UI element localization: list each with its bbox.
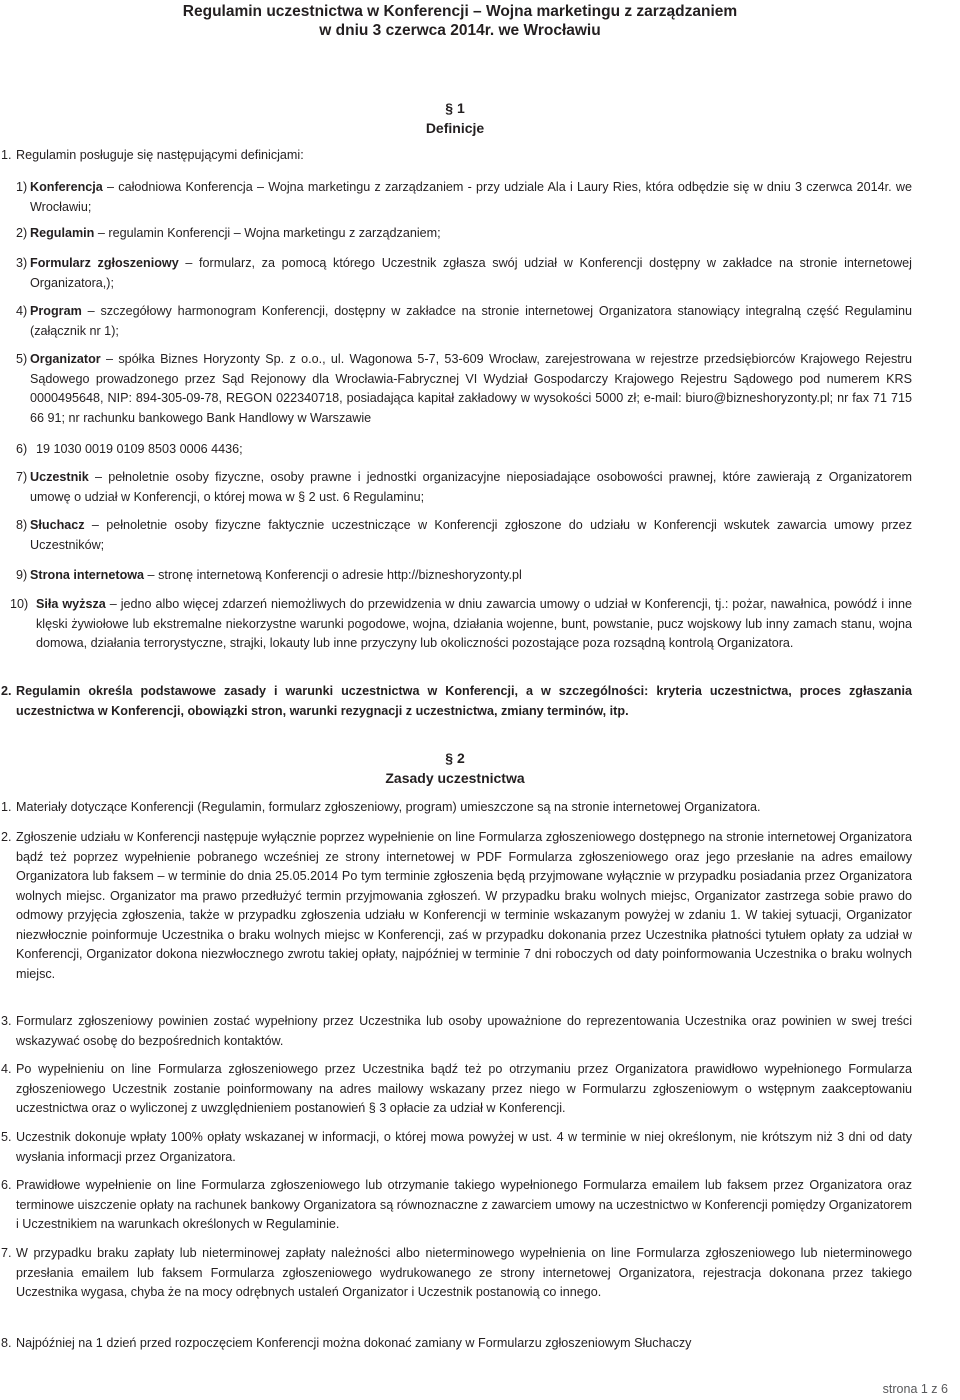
item-2-text: Regulamin określa podstawowe zasady i warunki uczestnictwa w Konferencji, a w szczególności: kryteria uczestnictwa, proces zgłaszania uczestnictwa w Konferencji, obowiązki stron, warunki rezygnacji z uczestnictwa, zmiany terminów, itp. (16, 684, 912, 718)
item-1-intro: Regulamin posługuje się następującymi definicjami: (16, 148, 304, 162)
section-1-heading: Definicje (425, 120, 485, 136)
definition-number: 3) (16, 256, 28, 270)
definition-term: Konferencja (30, 180, 103, 194)
definition-number: 9) (16, 568, 28, 582)
definition-organizator (30, 350, 912, 428)
rule-8: Najpóźniej na 1 dzień przed rozpoczęciem Konferencji można dokonać zamiany w Formularzu zgłoszeniowym Słuchaczy (16, 1336, 692, 1350)
definition-number: 8) (16, 518, 28, 532)
section-1-mark: § 1 (445, 100, 465, 116)
rule-2: Zgłoszenie udziału w Konferencji następuje wyłącznie poprzez wypełnienie on line Formularza zgłoszeniowego dostępnego na stronie internetowej Organizatora bądź też poprzez wypełnienie pobranego wcześniej ze strony internetowej w PDF Formularza zgłoszeniowego oraz jego przesłanie na adres emailowy Organizatora lub faksem – w terminie do dnia 25.05.2014 Po tym terminie zgłoszenia będą przyjmowane wyłącznie w przypadku posiadania przez Organizatora wolnych miejsc. Organizator ma prawo przedłużyć termin przyjmowania zgłoszeń. W przypadku braku wolnych miejsc, Organizator zastrzega sobie prawo do odmowy przyjęcia zgłoszenia, także w przypadku zgłoszenia udziału w Konferencji w terminie wskazanym powyżej w zdaniu 1. W takiej sytuacji, Organizator niezwłocznie poinformuje Uczestnika o braku wolnych miejsc w Konferencji, zaś w przypadku dokonania przez Uczestnika płatności tytułem opłaty za udział w Konferencji, Organizator dokona niezwłocznego zwrotu takiej opłaty, najpóźniej w terminie 7 dni roboczych od daty poinformowania Uczestnika o braku wolnych miejsc. (16, 830, 912, 981)
definition-text: 19 1030 0019 0109 8503 0006 4436; (36, 442, 243, 456)
rule-4: Po wypełnieniu on line Formularza zgłoszeniowego przez Uczestnika bądź też po otrzymaniu przez Organizatora prawidłowo wypełnionego Formularza zgłoszeniowego Uczestnik zostanie poinformowany na adres mailowy wskazany przez niego w Formularzu zgłoszeniowym o wstępnym zaakceptowaniu uczestnictwa oraz o wyliczonej z uwzględnieniem postanowień § 3 opłacie za udział w Konferencji. (16, 1062, 912, 1115)
definition-text: – spółka Biznes Horyzonty Sp. z o.o., ul. Wagonowa 5-7, 53-609 Wrocław, zarejestrowana w rejestrze przedsiębiorców Krajowego Rejestru Sądowego prowadzonego przez Sąd Rejonowy dla Wrocławia-Fabrycznej VI Wydział Gospodarczy Krajowego Rejestru Sądowego pod numerem KRS 0000495648, NIP: 894-305-09-78, REGON 022340718, posiadająca kapitał zakładowy w wysokości 5000 zł; e-mail: biuro@bizneshoryzonty.pl; nr fax 71 715 66 91; nr rachunku bankowego Bank Handlowy w Warszawie (30, 352, 912, 425)
definition-term: Regulamin (30, 226, 95, 240)
definition-term: Program (30, 304, 82, 318)
item-1-number: 1. (1, 148, 12, 162)
rule-number: 3. (1, 1014, 12, 1028)
rule-number: 4. (1, 1062, 12, 1076)
definition-number: 2) (16, 226, 28, 240)
definition-uczestnik (30, 468, 912, 507)
definition-term: Strona internetowa (30, 568, 145, 582)
definition-konferencja (30, 178, 912, 217)
rule-number: 6. (1, 1178, 12, 1192)
definition-number: 1) (16, 180, 28, 194)
definition-text: – regulamin Konferencji – Wojna marketingu z zarządzaniem; (94, 226, 441, 240)
rule-number: 2. (1, 830, 12, 844)
definition-formularz (30, 254, 912, 293)
definition-bank-account (36, 440, 912, 460)
definition-term: Siła wyższa (36, 597, 106, 611)
item-2-number: 2. (1, 684, 12, 698)
definition-number: 7) (16, 470, 28, 484)
definition-number: 10) (10, 597, 29, 611)
document-title-line-1: Regulamin uczestnictwa w Konferencji – Wojna marketingu z zarządzaniem (182, 3, 738, 20)
rule-number: 5. (1, 1130, 12, 1144)
definition-text: – jedno albo więcej zdarzeń niemożliwych do przewidzenia w dniu zawarcia umowy o udział w Konferencji, tj.: pożar, nawałnica, powódź i inne klęski żywiołowe lub ekstremalne niekorzystne warunki pogodowe, wojna, działania wojenne, bunt, powstanie, pucz wojskowy lub inny zamach stanu, wojna domowa, działania terrorystyczne, strajki, lokauty lub inne przyczyny lub okoliczności pozostające poza rozsądną kontrolą Organizatora. (36, 597, 912, 650)
definition-number: 6) (16, 442, 28, 456)
rule-number: 7. (1, 1246, 12, 1260)
definition-text: – szczegółowy harmonogram Konferencji, dostępny w zakładce na stronie internetowej Organizatora stanowiący integralną część Regulaminu (załącznik nr 1); (30, 304, 912, 338)
definition-strona-internetowa (30, 566, 912, 586)
definition-term: Organizator (30, 352, 101, 366)
rule-number: 1. (1, 800, 12, 814)
definition-program (30, 302, 912, 341)
rule-number: 8. (1, 1336, 12, 1350)
rule-1: Materiały dotyczące Konferencji (Regulamin, formularz zgłoszeniowy, program) umieszczone są na stronie internetowej Organizatora. (16, 800, 761, 814)
definition-term: Uczestnik (30, 470, 89, 484)
rule-3: Formularz zgłoszeniowy powinien zostać wypełniony przez Uczestnika lub osoby upoważnione do reprezentowania Uczestnika oraz powinien w swej treści wskazywać osobę do bezpośrednich kontaktów. (16, 1014, 912, 1048)
definition-sluchacz (30, 516, 912, 555)
definition-text: – formularz, za pomocą którego Uczestnik zgłasza swój udział w Konferencji dostępny w zakładce na stronie internetowej Organizatora,); (30, 256, 912, 290)
definition-number: 4) (16, 304, 28, 318)
document-title-line-2: w dniu 3 czerwca 2014r. we Wrocławiu (319, 22, 601, 39)
definition-term: Słuchacz (30, 518, 85, 532)
section-2-heading: Zasady uczestnictwa (385, 770, 525, 786)
definition-text: – całodniowa Konferencja – Wojna marketingu z zarządzaniem - przy udziale Ala i Laury Ries, która odbędzie się w dniu 3 czerwca 2014r. we Wrocławiu; (30, 180, 912, 214)
rule-6: Prawidłowe wypełnienie on line Formularza zgłoszeniowego lub otrzymanie takiego wypełnionego Formularza emailem lub faksem przez Organizatora oraz terminowe uiszczenie opłaty na rachunek bankowy Organizatora są równoznaczne z zawarciem umowy na uczestnictwo w Konferencji pomiędzy Organizatorem i Uczestnikiem na warunkach określonych w Regulaminie. (16, 1178, 912, 1231)
definition-number: 5) (16, 352, 28, 366)
definition-term: Formularz zgłoszeniowy (30, 256, 179, 270)
definition-regulamin (30, 224, 912, 244)
rule-5: Uczestnik dokonuje wpłaty 100% opłaty wskazanej w informacji, o której mowa powyżej w ust. 4 w terminie w niej określonym, nie krótszym niż 3 dni od daty wysłania informacji przez Organizatora. (16, 1130, 912, 1164)
page-number: strona 1 z 6 (882, 1382, 948, 1396)
definition-sila-wyzsza (36, 595, 912, 654)
definition-text: – pełnoletnie osoby fizyczne, osoby prawne i jednostki organizacyjne nieposiadające osobowości prawnej, które zawierają z Organizatorem umowę o udział w Konferencji, o której mowa w § 2 ust. 6 Regulaminu; (30, 470, 912, 504)
section-2-mark: § 2 (445, 750, 465, 766)
definition-text: – pełnoletnie osoby fizyczne faktycznie uczestniczące w Konferencji zgłoszone do udziału w Konferencji wskutek zawarcia umowy przez Uczestników; (30, 518, 912, 552)
rule-7: W przypadku braku zapłaty lub nieterminowej zapłaty należności albo nieterminowego wypełnienia on line Formularza zgłoszeniowego lub nieterminowego przesłania emailem lub faksem Formularza zgłoszeniowego wydrukowanego ze strony internetowej Organizatora, rejestracja dokonana przez takiego Uczestnika wygasa, chyba że na mocy odrębnych ustaleń Organizator i Uczestnik postanowią co innego. (16, 1246, 912, 1299)
definition-text: – stronę internetową Konferencji o adresie http://bizneshoryzonty.pl (144, 568, 522, 582)
